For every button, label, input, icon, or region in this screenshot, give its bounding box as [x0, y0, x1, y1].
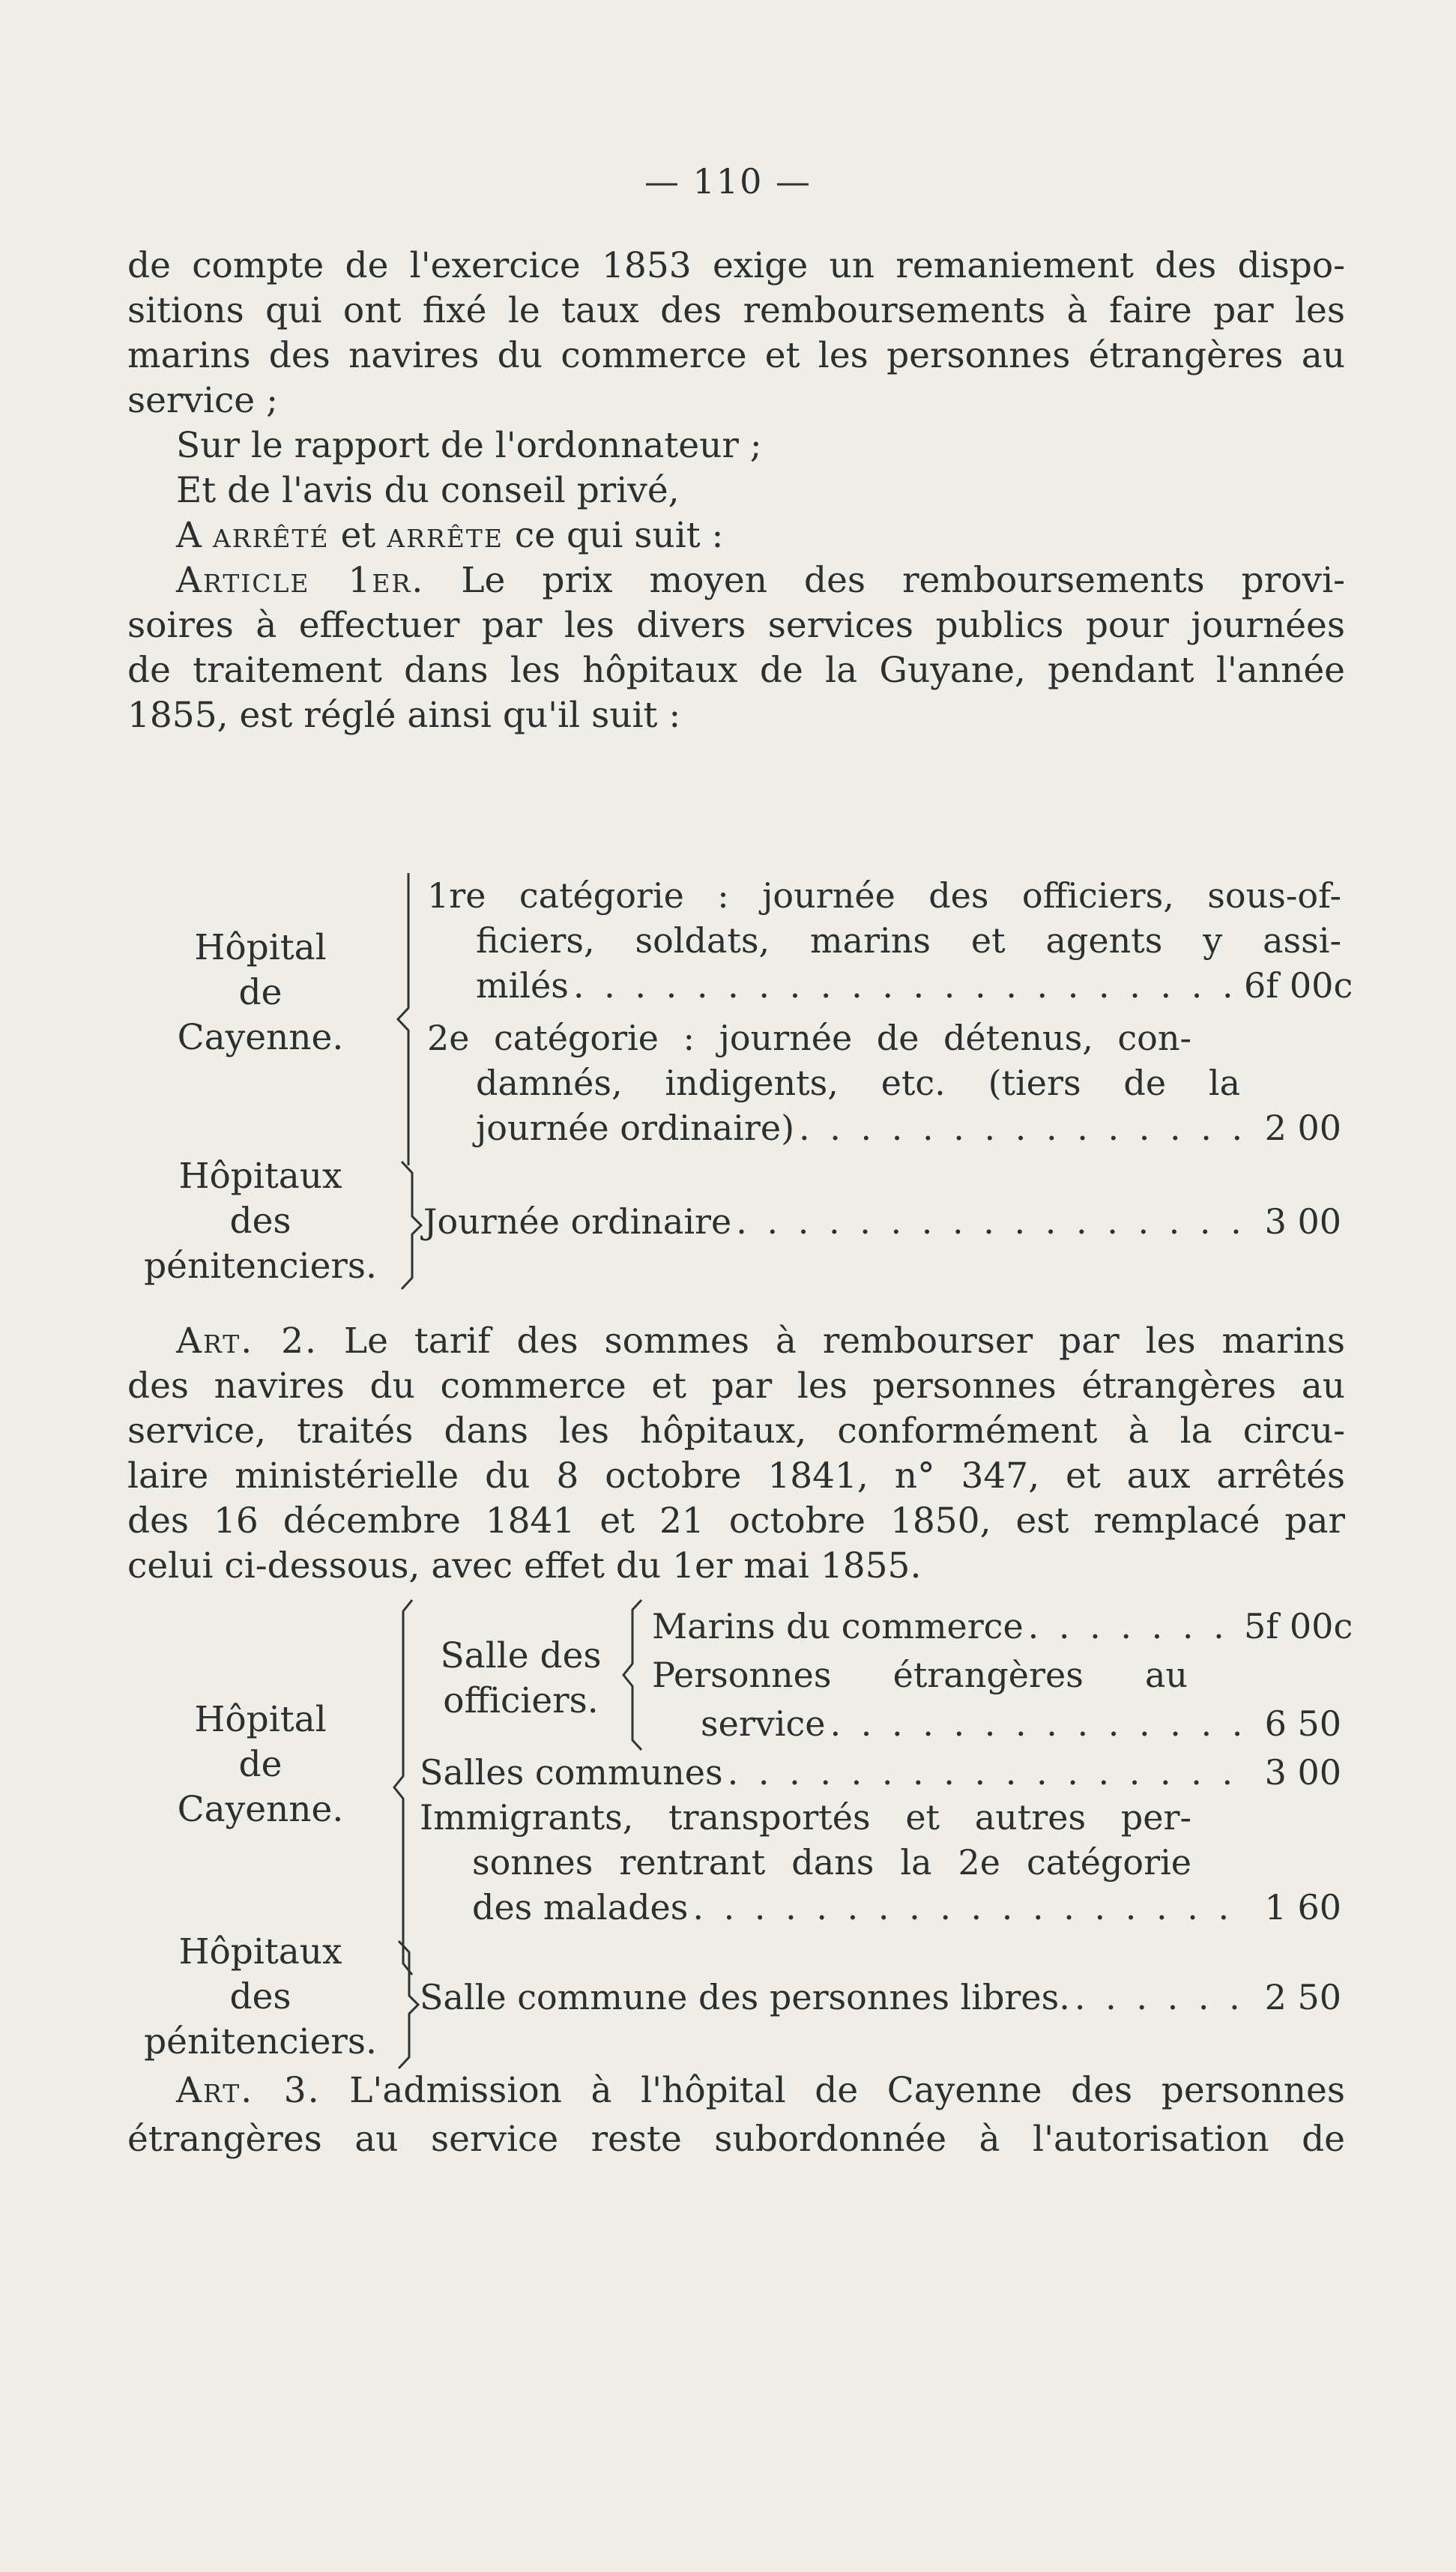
- hospital-label-line: Cayenne.: [177, 1789, 344, 1830]
- paragraph-line: des navires du commerce et par les personnes étrangères au: [127, 1365, 1345, 1407]
- entry-value: 6f 00c: [1244, 965, 1353, 1006]
- inner-brace: [619, 1596, 649, 1754]
- article3-heading: Art. 3.: [176, 2070, 321, 2111]
- article2-first-line: [176, 1319, 1345, 1364]
- penitentiary-label-line: pénitenciers.: [144, 2021, 377, 2062]
- table-entry-line: Personnes étrangères au: [652, 1655, 1188, 1695]
- penitentiary-label-line: Hôpitaux: [178, 1931, 342, 1972]
- left-brace: [393, 869, 423, 1169]
- table-entry-line: [472, 1885, 1341, 1930]
- paragraph-line: laire ministérielle du 8 octobre 1841, n° 347, et aux arrêtés: [127, 1455, 1345, 1497]
- paragraph-line: étrangères au service reste subordonnée à l'autorisation de: [127, 2119, 1345, 2160]
- paragraph-line: marins des navires du commerce et les personnes étrangères au: [127, 335, 1345, 376]
- entry-text: Journée ordinaire: [423, 1201, 732, 1242]
- table-entry-line: Immigrants, transportés et autres per-: [420, 1797, 1191, 1838]
- entry-text: Salle commune des personnes libres.: [420, 1977, 1070, 2017]
- entry-text: Marins du commerce: [652, 1606, 1024, 1646]
- article3-first-line: [176, 2068, 1345, 2113]
- table-entry-line: [420, 1975, 1341, 2020]
- table-entry-line: 2e catégorie : journée de détenus, con-: [427, 1018, 1191, 1058]
- article2-heading: Art. 2.: [176, 1320, 318, 1362]
- salle-officiers-label: officiers.: [443, 1680, 599, 1721]
- rapport-line: Sur le rapport de l'ordonnateur ;: [176, 425, 762, 466]
- entry-text: journée ordinaire): [476, 1108, 795, 1148]
- entry-text: service: [701, 1703, 826, 1744]
- article1-text: Le prix moyen des remboursements provi-: [461, 560, 1345, 601]
- hospital-label-line: de: [238, 1744, 283, 1785]
- paragraph-line: soires à effectuer par les divers services publics pour journées: [127, 605, 1345, 646]
- penitentiary-label-line: pénitenciers.: [144, 1246, 377, 1287]
- article1-first-line: [176, 558, 1345, 603]
- salle-officiers-label: Salle des: [440, 1635, 602, 1676]
- penitentiary-label-line: des: [229, 1976, 291, 2017]
- entry-text: Salles communes: [420, 1752, 723, 1793]
- paragraph-line: de traitement dans les hôpitaux de la Guyane, pendant l'année: [127, 650, 1345, 691]
- article2-text: Le tarif des sommes à rembourser par les marins: [343, 1320, 1345, 1362]
- entry-value: 3 00: [1264, 1201, 1341, 1242]
- article3-text: L'admission à l'hôpital de Cayenne des personnes: [349, 2070, 1345, 2111]
- entry-value: 2 00: [1264, 1108, 1341, 1148]
- avis-line: Et de l'avis du conseil privé,: [176, 470, 680, 511]
- entry-value: 5f 00c: [1244, 1606, 1353, 1646]
- arrete-a: A: [176, 515, 202, 556]
- paragraph-line: de compte de l'exercice 1853 exige un remaniement des dispo-: [127, 245, 1345, 286]
- table-entry-line: [701, 1701, 1341, 1746]
- entry-text: milés: [476, 965, 569, 1006]
- table-entry-line: [423, 1199, 1341, 1244]
- entry-value: 6 50: [1264, 1703, 1341, 1744]
- paragraph-line: service ;: [127, 380, 278, 421]
- paragraph-line: celui ci-dessous, avec effet du 1er mai 1855.: [127, 1545, 922, 1587]
- arrete-word: arrête: [387, 515, 504, 556]
- arrete-line: [176, 513, 1394, 558]
- table-entry-line: [420, 1750, 1341, 1795]
- page-number: — 110 —: [644, 161, 812, 202]
- table-entry-line: sonnes rentrant dans la 2e catégorie: [472, 1842, 1191, 1883]
- right-brace: [397, 1158, 427, 1293]
- entry-value: 2 50: [1264, 1977, 1341, 2017]
- hospital-label-line: Cayenne.: [177, 1017, 344, 1058]
- table-entry-line: 1re catégorie : journée des officiers, sous-of-: [427, 875, 1341, 916]
- table-entry-line: [476, 1105, 1341, 1150]
- hospital-label-line: de: [238, 972, 283, 1013]
- hospital-label-line: Hôpital: [194, 1699, 327, 1740]
- entry-value: 1 60: [1264, 1887, 1341, 1928]
- hospital-label-line: Hôpital: [194, 927, 327, 968]
- penitentiary-label-line: des: [229, 1201, 291, 1242]
- entry-text: des malades: [472, 1887, 689, 1928]
- entry-value: 3 00: [1264, 1752, 1341, 1793]
- table-entry-line: damnés, indigents, etc. (tiers de la: [476, 1063, 1240, 1103]
- penitentiary-label-line: Hôpitaux: [178, 1156, 342, 1197]
- left-brace: [390, 1596, 420, 1978]
- table-entry-line: [652, 1604, 1353, 1649]
- table-entry-line: [476, 963, 1353, 1008]
- article1-heading: Article 1er.: [176, 560, 425, 601]
- table-entry-line: ficiers, soldats, marins et agents y assi-: [476, 920, 1341, 961]
- paragraph-line: service, traités dans les hôpitaux, conformément à la circu-: [127, 1410, 1345, 1452]
- arrete-et: et: [340, 515, 376, 556]
- arrete-word: arrêté: [212, 515, 330, 556]
- paragraph-line: sitions qui ont fixé le taux des remboursements à faire par les: [127, 290, 1345, 331]
- paragraph-line: 1855, est réglé ainsi qu'il suit :: [127, 695, 681, 736]
- paragraph-line: des 16 décembre 1841 et 21 octobre 1850, est remplacé par: [127, 1500, 1345, 1542]
- arrete-rest: ce qui suit :: [514, 515, 724, 556]
